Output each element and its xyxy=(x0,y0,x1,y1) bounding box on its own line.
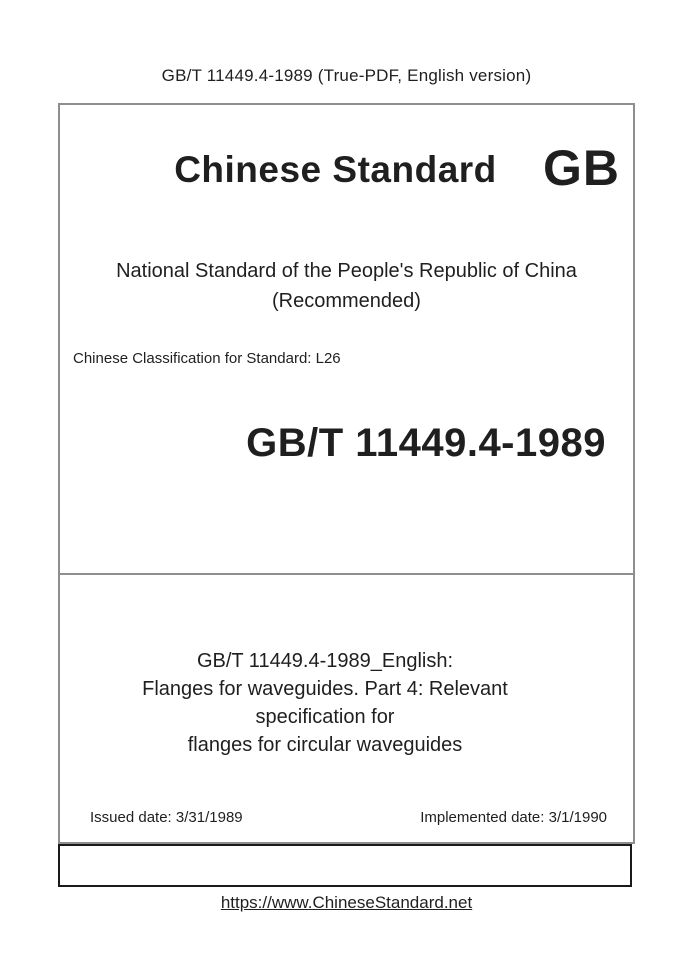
empty-barcode-box xyxy=(58,844,632,887)
issued-date: Issued date: 3/31/1989 xyxy=(90,809,243,826)
page-header-title: GB/T 11449.4-1989 (True-PDF, English version) xyxy=(161,66,532,85)
brand-title: Chinese Standard xyxy=(174,149,497,190)
national-standard-line: National Standard of the People's Republic of China xyxy=(116,260,577,282)
website-link[interactable]: https://www.ChineseStandard.net xyxy=(220,893,473,912)
section-divider xyxy=(60,573,633,575)
national-standard-block xyxy=(60,256,633,316)
classification-line: Chinese Classification for Standard: L26 xyxy=(73,350,341,367)
english-title-block xyxy=(85,647,565,759)
standard-code: GB/T 11449.4-1989 xyxy=(246,421,606,465)
footer-link-row xyxy=(0,893,693,913)
recommended-line: (Recommended) xyxy=(272,290,421,312)
implemented-date: Implemented date: 3/1/1990 xyxy=(420,809,607,826)
english-title-line3: flanges for circular waveguides xyxy=(187,734,463,756)
english-title-line1: GB/T 11449.4-1989_English: xyxy=(196,650,454,672)
english-title-line2: Flanges for waveguides. Part 4: Relevant specification for xyxy=(142,678,508,728)
gb-logo: GB xyxy=(543,140,620,196)
dates-row xyxy=(60,809,633,826)
cover-box xyxy=(58,103,635,844)
